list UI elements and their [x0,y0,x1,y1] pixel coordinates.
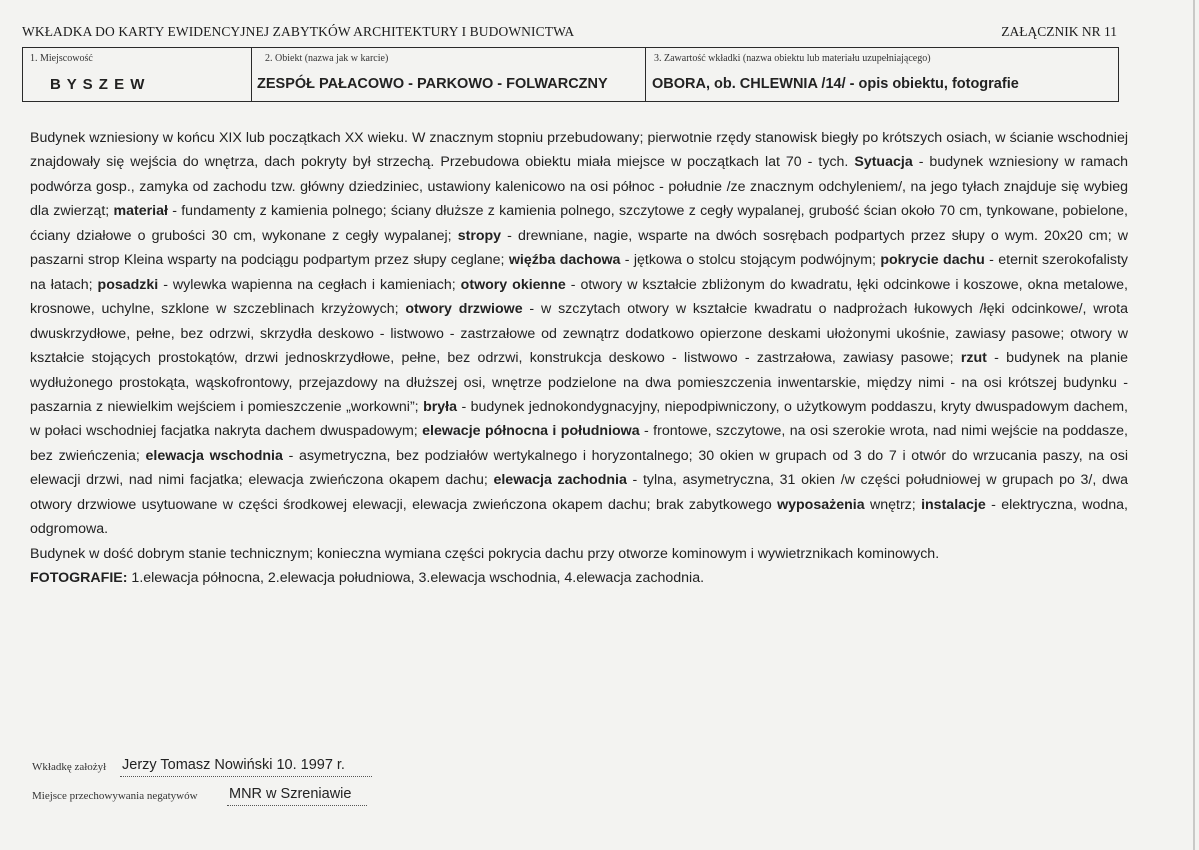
photos-list: 1.elewacja północna, 2.elewacja południowa, 3.elewacja wschodnia, 4.elewacja zachodnia. [127,570,705,587]
document-title: WKŁADKA DO KARTY EWIDENCYJNEJ ZABYTKÓW ARCHITEKTURY I BUDOWNICTWA [22,24,575,39]
description-paragraph [30,126,1128,542]
scan-edge [1193,0,1195,850]
table-bottom-rule [22,101,1118,102]
author-label: Wkładkę założył [32,761,107,773]
description-text: - budynek na planie wydłużonego prostokąta, wąskofrontowy, przejazdowy na dłuższej osi, wnętrze podzielone na dwa pomieszczenia inwentarskie, między nimi - na osi krótszej budynku - paszarnia z niewielkim wejściem i pomieszczenie „workowni”; [30,350,1128,415]
section-keyword: instalacje [921,496,986,513]
description-text: - frontowe, szczytowe, na osi szerokie wrota, nad nimi wejście na poddasze, bez zwieńczenia; [30,423,1128,464]
description-text: - drewniane, nagie, wsparte na dwóch sosrębach podpartych przez słupy o wym. 20x20 cm; w paszarni strop Kleina wsparty na podciągu podpartym przez słupy ceglane; [30,227,1129,269]
photos-paragraph [30,566,1128,590]
description-text: - elektryczna, wodna, odgromowa. [30,496,1129,538]
section-keyword: pokrycie dachu [880,252,985,269]
contents-value: OBORA, ob. CHLEWNIA /14/ - opis obiektu, fotografie [652,76,1019,92]
description-text: - asymetryczna, bez podziałów wertykalnego i horyzontalnego; 30 okien w grupach od 3 do 7 i otwór do wrzucania paszy, na osi elewacji drzwi, nad nimi facjatka; elewacja zwieńczona okapem dachu; [30,447,1128,489]
section-keyword: bryła [423,398,458,415]
section-keyword: więźba dachowa [508,252,621,269]
section-keyword: materiał [113,203,168,220]
storage-value: MNR w Szreniawie [229,786,352,802]
description-text: - budynek wzniesiony w ramach podwórza gosp., zamyka od zachodu tzw. główny dziedziniec, ustawiony kalenicowo na osi północ - południe /ze znacznym odchyleniem/, na jego tyłach znajduje się wybieg dla zwierząt; [30,154,1128,220]
section-keyword: otwory okienne [460,276,566,293]
description-text: - tylna, asymetryczna, 31 okien /w części południowej w grupach po 3/, dwa otwory drzwiowe usytuowane w części środkowej elewacji, elewacja zwieńczona okapem dachu; brak zabytkowego [30,472,1129,513]
description-text: - otwory w kształcie zbliżonym do kwadratu, łęki odcinkowe i koszowe, okna metalowe, krosnowe, uchylne, szklone w szczeblinach krzyżowych; [30,276,1128,318]
locality-value: B Y S Z E W [50,76,146,93]
table-right-border [1118,47,1119,102]
author-dotted-line [120,776,372,777]
contents-label: 3. Zawartość wkładki (nazwa obiektu lub materiału uzupełniającego) [654,53,931,64]
author-value: Jerzy Tomasz Nowiński 10. 1997 r. [122,757,345,773]
annex-number: ZAŁĄCZNIK NR 11 [1001,24,1117,39]
section-keyword: posadzki [97,276,159,293]
object-value: ZESPÓŁ PAŁACOWO - PARKOWO - FOLWARCZNY [257,76,608,92]
description-text: - w szczytach otwory w kształcie kwadratu o nadprożach łukowych /łęki odcinkowe/, wrota dwuskrzydłowe, pełne, bez odrzwi, skrzydła deskowo - listwowo - zastrzałowe od zewnątrz dodatkowo opierzone deskami ułożonymi ukośnie, zawiasy pasowe; otwory w kształcie stojących prostokątów, drzwi jednoskrzydłowe, pełne, bez odrzwi, konstrukcja deskowo - listwowo - zastrzałowa, zawiasy pasowe; [30,301,1129,367]
description-text: - jętkowa o stolcu stojącym podwójnym; [620,252,881,269]
description-body [30,126,1128,591]
section-keyword: Sytuacja [854,154,913,171]
description-text: Budynek wzniesiony w końcu XIX lub początkach XX wieku. W znacznym stopniu przebudowany; pierwotnie rzędy stanowisk biegły po krótszych osiach, w ścianie wschodniej znajdowały się wejścia do wnętrza, dach pokryty był strzechą. Przebudowa obiektu miała miejsce w początkach lat 70 - tych. [30,130,1128,171]
section-keyword: otwory drzwiowe [405,301,523,318]
description-text: - eternit szerokofalisty na łatach; [30,252,1128,293]
photos-label: FOTOGRAFIE: [30,570,128,587]
storage-label: Miejsce przechowywania negatywów [32,790,198,802]
table-left-border [22,47,23,102]
description-text: - fundamenty z kamienia polnego; ściany dłuższe z kamienia polnego, szczytowe z cegły wypalanej, grubość ścian około 70 cm, tynkowane, pobielone, ćciany działowe o grubości 30 cm, wykonane z cegły wypalanej; [30,203,1128,244]
header [22,24,1117,44]
section-keyword: elewacje północna i południowa [422,423,640,440]
section-keyword: rzut [960,350,987,367]
description-text: wnętrz; [864,496,922,513]
object-label: 2. Obiekt (nazwa jak w karcie) [265,53,389,64]
section-keyword: elewacja zachodnia [493,472,627,489]
condition-paragraph: Budynek w dość dobrym stanie technicznym; konieczna wymiana części pokrycia dachu przy otworze kominowym i wywietrznikach kominowych. [30,545,940,562]
locality-label: 1. Miejscowość [30,53,93,64]
storage-dotted-line [227,805,367,806]
section-keyword: wyposażenia [777,496,865,513]
section-keyword: elewacja wschodnia [145,447,283,464]
table-top-rule [22,47,1118,48]
section-keyword: stropy [457,227,502,244]
description-text: - budynek jednokondygnacyjny, niepodpiwniczony, o użytkowym poddaszu, kryty dwuspadowym dachem, w połaci wschodniej facjatka nakryta dachem dwuspadowym; [30,398,1128,440]
table-divider-1 [251,47,252,102]
table-divider-2 [645,47,646,102]
description-text: - wylewka wapienna na cegłach i kamieniach; [158,276,461,293]
